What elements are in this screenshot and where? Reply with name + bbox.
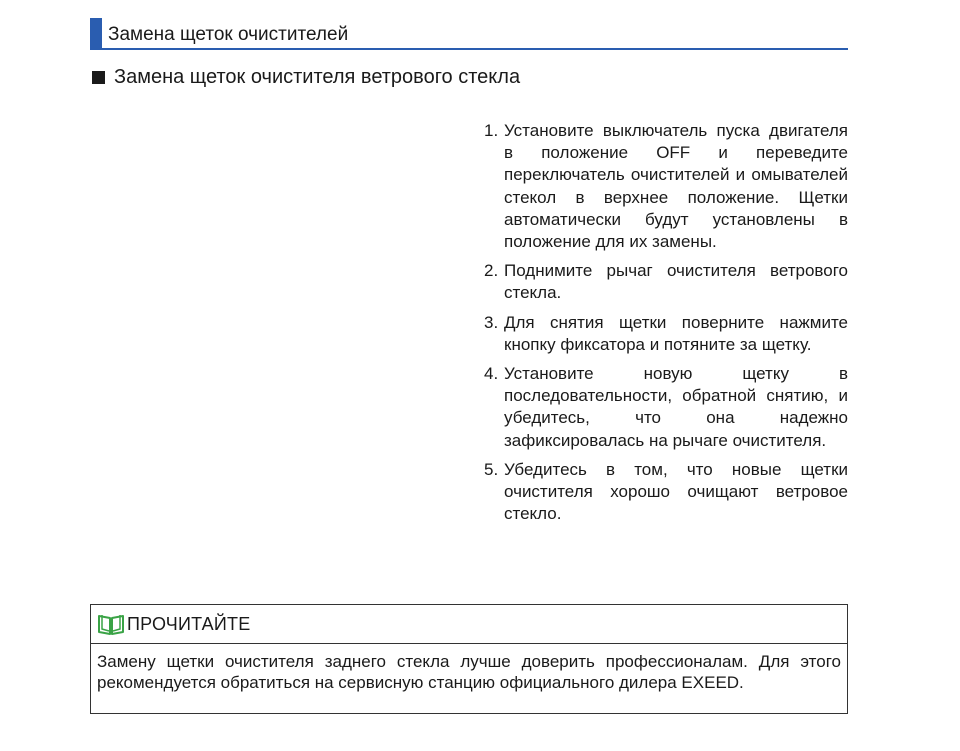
section-title-text: Замена щеток очистителя ветрового стекла	[114, 66, 521, 88]
header-accent-bar	[90, 18, 102, 50]
step-text: Убедитесь в том, что новые щетки очистителя хорошо очищают ветровое стекло.	[504, 459, 848, 524]
section-title	[92, 66, 520, 89]
step-number: 5.	[484, 459, 499, 479]
header-title: Замена щеток очистителей	[108, 24, 349, 45]
notice-body: Замену щетки очистителя заднего стекла лучше доверить профессионалам. Для этого рекомендуется обратиться на сервисную станцию официального дилера EXEED.	[97, 652, 841, 692]
step-item	[484, 120, 848, 253]
read-notice-box	[90, 604, 848, 714]
section-header	[90, 18, 848, 50]
notice-header	[91, 605, 847, 644]
step-item	[484, 260, 848, 304]
step-item	[484, 312, 848, 356]
steps-list	[484, 120, 848, 532]
step-item	[484, 459, 848, 526]
square-bullet-icon	[92, 71, 105, 84]
step-text: Для снятия щетки поверните нажмите кнопку фиксатора и потяните за щетку.	[504, 312, 848, 354]
step-text: Установите выключатель пуска двигателя в положение OFF и переведите переключатель очистителей и омывателей стекол в верхнее положение. Щетки автоматически будут установлены в положение для их замены.	[504, 121, 848, 252]
step-text: Установите новую щетку в последовательности, обратной снятию, и убедитесь, что она надежно зафиксировалась на рычаге очистителя.	[504, 364, 848, 450]
step-number: 4.	[484, 364, 499, 384]
notice-title: ПРОЧИТАЙТЕ	[127, 613, 251, 634]
step-number: 2.	[484, 261, 499, 281]
step-number: 1.	[484, 121, 499, 140]
open-book-icon	[97, 613, 125, 635]
step-text: Поднимите рычаг очистителя ветрового стекла.	[504, 261, 848, 303]
step-item	[484, 363, 848, 452]
step-number: 3.	[484, 312, 499, 332]
